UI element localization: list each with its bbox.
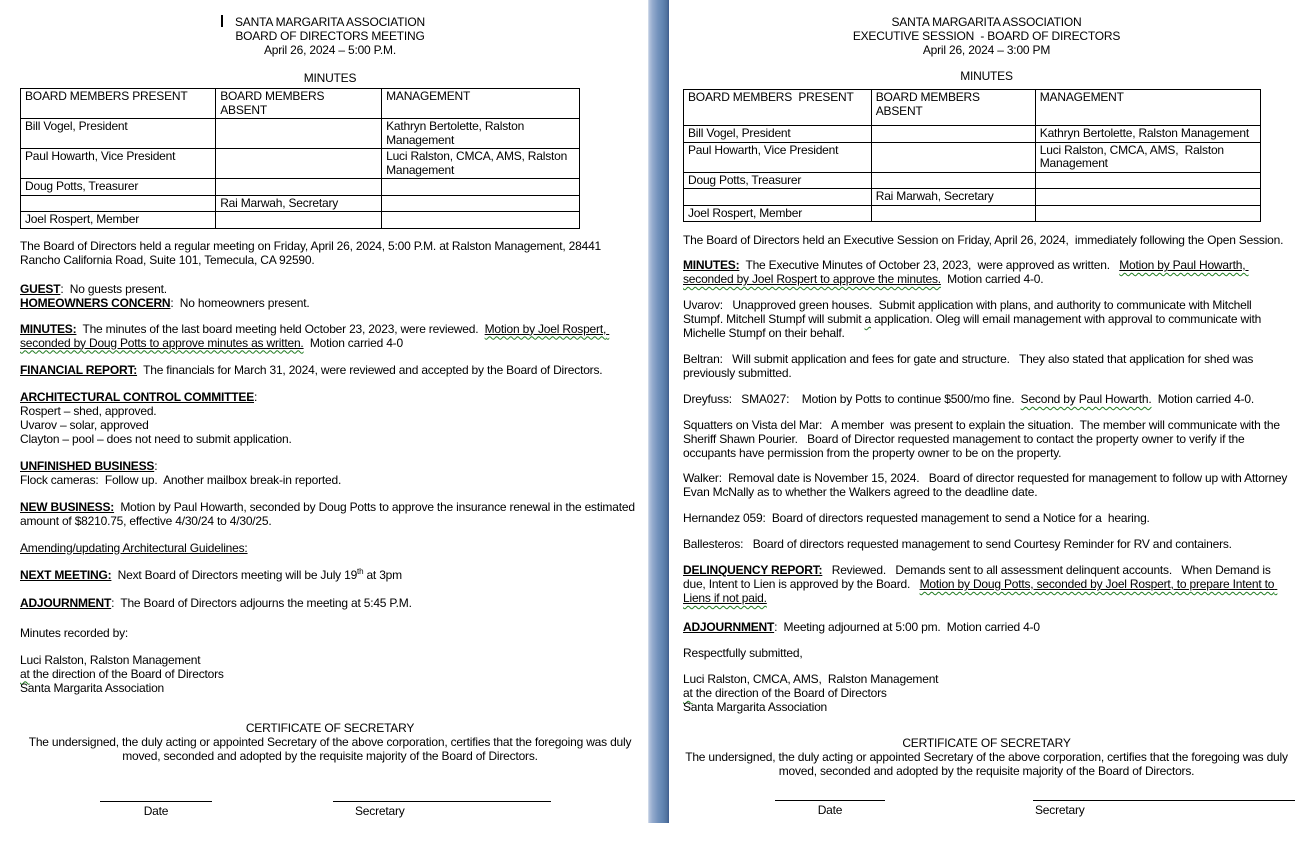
- doc-title-line-3: April 26, 2024 – 3:00 PM: [922, 43, 1051, 57]
- delinquency-paragraph: DELINQUENCY REPORT: Reviewed. Demands sent to all assessment delinquent accounts. When Demand is due, Intent to Lien is approved by the Board. Motion by Doug Potts, seconded by Joel Rospert, to prepare Intent to Liens if not paid.: [683, 563, 1278, 605]
- date-signature-line: [100, 801, 212, 802]
- new-business-paragraph: NEW BUSINESS: Motion by Paul Howarth, seconded by Doug Potts to approve the insurance renewal in the estimated amount of $8210.75, effective 4/30/24 to 4/30/25.: [20, 499, 638, 528]
- certificate-title: CERTIFICATE OF SECRETARY: [245, 720, 415, 735]
- acc-section: ARCHITECTURAL CONTROL COMMITTEE: Rospert – shed, approved. Uvarov – solar, approved Clayton – pool – does not need to submit application.: [20, 390, 640, 446]
- acc-item: Rospert – shed, approved.: [20, 403, 157, 418]
- table-cell: Paul Howarth, Vice President: [684, 142, 872, 172]
- table-header-cell: BOARD MEMBERS PRESENT: [684, 90, 872, 126]
- signoff-line: Santa Margarita Association: [20, 680, 165, 695]
- recorded-by-line: Minutes recorded by:: [20, 625, 129, 640]
- respectfully-line: Respectfully submitted,: [683, 646, 803, 660]
- next-meeting-heading: NEXT MEETING:: [20, 567, 112, 582]
- table-header-cell: BOARD MEMBERS PRESENT: [21, 89, 216, 119]
- attendance-table: [683, 89, 1261, 222]
- next-meeting-line: NEXT MEETING: Next Board of Directors meeting will be July 19th at 3pm: [20, 566, 402, 582]
- doc-title-line-2: BOARD OF DIRECTORS MEETING: [235, 29, 425, 43]
- walker-paragraph: Walker: Removal date is November 15, 2024. Board of director requested for management to follow up with Attorney Evan McNally as to whether the Walkers agreed to the deadline date.: [683, 471, 1291, 499]
- minutes-section-heading: MINUTES:: [683, 258, 740, 272]
- table-row: [21, 212, 580, 229]
- doc-title-line-2: EXECUTIVE SESSION - BOARD OF DIRECTORS: [852, 29, 1121, 43]
- date-label: Date: [143, 803, 169, 818]
- table-cell: [1035, 189, 1260, 206]
- table-header-row: [684, 90, 1261, 126]
- uvarov-paragraph: Uvarov: Unapproved green houses. Submit application with plans, and authority to communicate with Mitchell Stumpf. Mitchell Stumpf will submit a application. Oleg will email management with approval to communicate with Michelle Stumpf on their behalf.: [683, 298, 1265, 340]
- ballesteros-paragraph: Ballesteros: Board of directors requested management to send Courtesy Reminder for RV and containers.: [683, 537, 1232, 551]
- signoff-line: Luci Ralston, CMCA, AMS, Ralston Management: [683, 672, 939, 686]
- secretary-label: Secretary: [355, 803, 405, 818]
- acc-item: Uvarov – solar, approved: [20, 417, 149, 432]
- table-header-cell: BOARD MEMBERS ABSENT: [216, 89, 382, 119]
- adjournment-line: ADJOURNMENT: The Board of Directors adjourns the meeting at 5:45 P.M.: [20, 595, 412, 610]
- motion-text: Motion by Joel Rospert, seconded by Doug Potts to approve minutes as written.: [20, 321, 610, 350]
- adjournment-heading: ADJOURNMENT: [683, 620, 775, 634]
- table-cell: Kathryn Bertolette, Ralston Management: [1035, 126, 1260, 143]
- table-cell: [216, 179, 382, 196]
- table-cell: [871, 126, 1035, 143]
- hernandez-paragraph: Hernandez 059: Board of directors requested management to send a Notice for a hearing.: [683, 511, 1150, 525]
- table-row: [21, 119, 580, 149]
- intro-paragraph: The Board of Directors held a regular meeting on Friday, April 26, 2024, 5:00 P.M. at Ralston Management, 28441 Rancho California Road, Suite 101, Temecula, CA 92590.: [20, 238, 605, 267]
- table-cell: Luci Ralston, CMCA, AMS, Ralston Management: [382, 149, 580, 179]
- doc-title-line-1: SANTA MARGARITA ASSOCIATION: [235, 15, 425, 29]
- secretary-label: Secretary: [1035, 803, 1085, 817]
- table-cell: [216, 212, 382, 229]
- signoff-block: [20, 653, 640, 695]
- certificate-paragraph: The undersigned, the duly acting or appointed Secretary of the above corporation, certifies that the foregoing was duly moved, seconded and adopted by the requisite majority of the Board of Directors.: [28, 734, 635, 763]
- motion-text: Second by Paul Howarth.: [1020, 392, 1152, 406]
- table-cell: [216, 149, 382, 179]
- minutes-paragraph: MINUTES: The minutes of the last board meeting held October 23, 2023, were reviewed. Motion by Joel Rospert, seconded by Doug Potts to approve minutes as written. Motion carried 4-0: [20, 321, 610, 350]
- signature-area: [20, 797, 640, 857]
- acc-item: Clayton – pool – does not need to submit application.: [20, 431, 292, 446]
- table-cell: [1035, 205, 1260, 222]
- table-cell: Doug Potts, Treasurer: [21, 179, 216, 196]
- certificate-title: CERTIFICATE OF SECRETARY: [902, 736, 1071, 750]
- minutes-heading: MINUTES: [960, 69, 1013, 83]
- date-label: Date: [817, 803, 843, 817]
- motion-text: Motion by Paul Howarth, seconded by Joel Rospert to approve the minutes.: [683, 258, 1249, 286]
- ordinal-superscript: th: [357, 566, 364, 576]
- signoff-line: at the direction of the Board of Directors: [20, 666, 224, 681]
- unfinished-section: UNFINISHED BUSINESS: Flock cameras: Follow up. Another mailbox break-in reported.: [20, 459, 640, 487]
- table-cell: [871, 205, 1035, 222]
- table-cell: [21, 195, 216, 212]
- text-cursor: [221, 15, 223, 27]
- table-header-cell: MANAGEMENT: [1035, 90, 1260, 126]
- signature-area: [683, 796, 1290, 856]
- signoff-line: Santa Margarita Association: [683, 700, 828, 714]
- table-cell: Kathryn Bertolette, Ralston Management: [382, 119, 580, 149]
- signoff-block: [683, 672, 1290, 714]
- table-cell: Luci Ralston, CMCA, AMS, Ralston Management: [1035, 142, 1260, 172]
- doc-title-line-3: April 26, 2024 – 5:00 P.M.: [263, 43, 396, 57]
- table-cell: [871, 142, 1035, 172]
- table-row: [21, 179, 580, 196]
- table-row: [684, 126, 1261, 143]
- secretary-signature-line: [1033, 800, 1295, 801]
- unfinished-heading: UNFINISHED BUSINESS: [20, 458, 155, 473]
- minutes-section-heading: MINUTES:: [20, 321, 77, 336]
- table-row: [684, 189, 1261, 206]
- intro-paragraph: The Board of Directors held an Executive Session on Friday, April 26, 2024, immediately following the Open Session.: [683, 233, 1284, 247]
- acc-heading: ARCHITECTURAL CONTROL COMMITTEE: [20, 389, 255, 404]
- table-cell: Bill Vogel, President: [684, 126, 872, 143]
- adjournment-heading: ADJOURNMENT: [20, 595, 112, 610]
- beltran-paragraph: Beltran: Will submit application and fees for gate and structure. They also stated that application for shed was previously submitted.: [683, 352, 1257, 380]
- window-split-divider[interactable]: [648, 0, 669, 823]
- table-cell: Joel Rospert, Member: [21, 212, 216, 229]
- amending-line: Amending/updating Architectural Guidelines:: [20, 540, 248, 555]
- delinquency-heading: DELINQUENCY REPORT:: [683, 563, 823, 577]
- homeowners-line: HOMEOWNERS CONCERN: No homeowners present.: [20, 295, 310, 310]
- table-cell: Paul Howarth, Vice President: [21, 149, 216, 179]
- table-cell: Joel Rospert, Member: [684, 205, 872, 222]
- signoff-line: Luci Ralston, Ralston Management: [20, 652, 201, 667]
- homeowners-heading: HOMEOWNERS CONCERN: [20, 295, 171, 310]
- squatters-paragraph: Squatters on Vista del Mar: A member was present to explain the situation. The member will communicate with the Sheriff Shawn Pourier. Board of Director requested management to contact the property owner to verify if the occupants have permission from the property owner to be on the property.: [683, 418, 1283, 460]
- unfinished-text: Flock cameras: Follow up. Another mailbox break-in reported.: [20, 472, 342, 487]
- table-cell: [382, 179, 580, 196]
- table-cell: [871, 172, 1035, 189]
- table-row: [684, 142, 1261, 172]
- table-cell: [382, 195, 580, 212]
- table-row: [21, 195, 580, 212]
- dreyfuss-paragraph: Dreyfuss: SMA027: Motion by Potts to continue $500/mo fine. Second by Paul Howarth. Motion carried 4-0.: [683, 392, 1254, 406]
- new-business-heading: NEW BUSINESS:: [20, 499, 115, 514]
- signoff-line: at the direction of the Board of Directors: [683, 686, 887, 700]
- table-cell: [684, 189, 872, 206]
- minutes-paragraph: MINUTES: The Executive Minutes of October 23, 2023, were approved as written. Motion by Paul Howarth, seconded by Joel Rospert to approve the minutes. Motion carried 4-0.: [683, 258, 1249, 286]
- guest-heading: GUEST: [20, 281, 61, 296]
- page-board-minutes: [0, 0, 648, 823]
- table-cell: Rai Marwah, Secretary: [216, 195, 382, 212]
- table-cell: Doug Potts, Treasurer: [684, 172, 872, 189]
- financial-paragraph: FINANCIAL REPORT: The financials for March 31, 2024, were reviewed and accepted by the Board of Directors.: [20, 362, 603, 377]
- certificate-paragraph: The undersigned, the duly acting or appointed Secretary of the above corporation, certifies that the foregoing was duly moved, seconded and adopted by the requisite majority of the Board of Directors.: [685, 750, 1291, 778]
- motion-text: Motion by Doug Potts, seconded by Joel Rospert, to prepare Intent to Liens if not paid.: [683, 577, 1278, 605]
- table-cell: Bill Vogel, President: [21, 119, 216, 149]
- secretary-signature-line: [333, 801, 551, 802]
- table-cell: [216, 119, 382, 149]
- minutes-heading: MINUTES: [303, 71, 357, 85]
- table-header-row: [21, 89, 580, 119]
- table-cell: Rai Marwah, Secretary: [871, 189, 1035, 206]
- table-row: [684, 205, 1261, 222]
- financial-heading: FINANCIAL REPORT:: [20, 362, 138, 377]
- attendance-table: [20, 88, 580, 229]
- doc-title-line-1: SANTA MARGARITA ASSOCIATION: [891, 15, 1082, 29]
- page-executive-session-minutes: [668, 0, 1290, 823]
- table-header-cell: BOARD MEMBERS ABSENT: [871, 90, 1035, 126]
- guest-line: GUEST: No guests present.: [20, 281, 167, 296]
- date-signature-line: [775, 800, 885, 801]
- table-cell: [382, 212, 580, 229]
- table-row: [684, 172, 1261, 189]
- table-header-cell: MANAGEMENT: [382, 89, 580, 119]
- adjournment-line: ADJOURNMENT: Meeting adjourned at 5:00 pm. Motion carried 4-0: [683, 620, 1040, 634]
- table-cell: [1035, 172, 1260, 189]
- table-row: [21, 149, 580, 179]
